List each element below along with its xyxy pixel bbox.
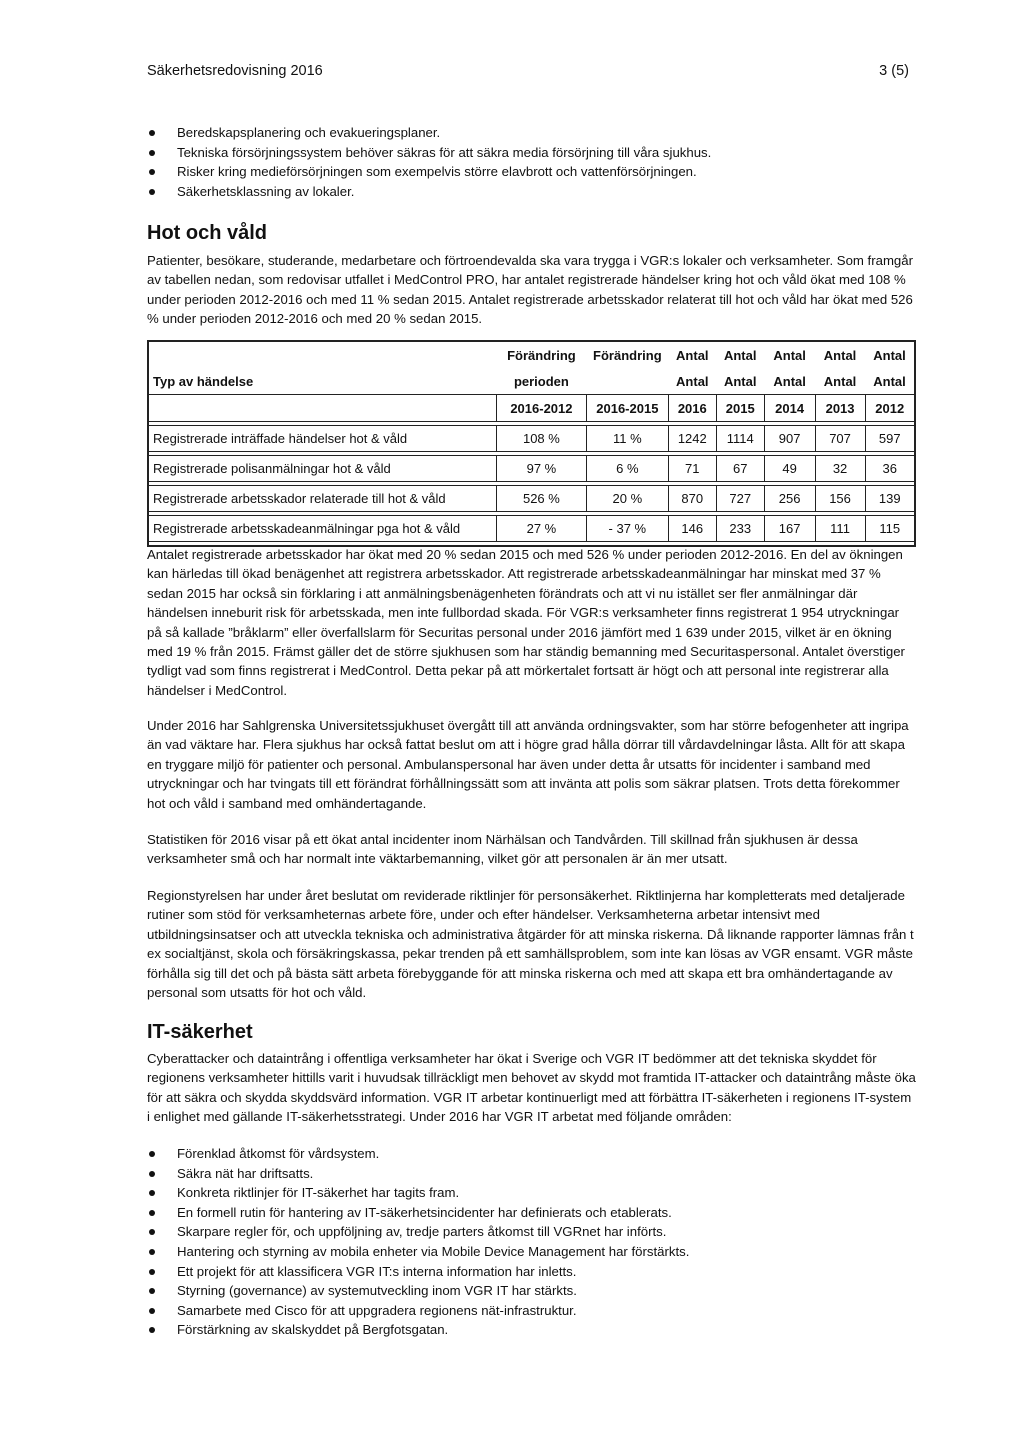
column-header: Antal	[823, 347, 857, 363]
column-header: 2016-2012	[496, 395, 586, 422]
bullet-icon	[149, 189, 155, 195]
table-cell: 71	[668, 456, 716, 482]
table-cell: 115	[865, 516, 915, 542]
list-item: Förenklad åtkomst för vårdsystem.	[147, 1144, 917, 1164]
table-cell: 727	[716, 486, 764, 512]
table-cell: 707	[815, 426, 865, 452]
list-item: Ett projekt för att klassificera VGR IT:s interna information har inletts.	[147, 1262, 917, 1282]
column-header: 2016	[668, 395, 716, 422]
bullet-icon	[149, 1171, 155, 1177]
list-item: Säkra nät har driftsatts.	[147, 1164, 917, 1184]
table-cell: 597	[865, 426, 915, 452]
table-cell: 32	[815, 456, 865, 482]
bullet-icon	[149, 169, 155, 175]
table-row	[148, 486, 915, 512]
table-cell: Registrerade polisanmälningar hot & våld	[148, 456, 496, 482]
table-row	[148, 456, 915, 482]
table-header-row	[148, 368, 915, 395]
table-cell: 111	[815, 516, 865, 542]
page-number: 3 (5)	[879, 63, 909, 79]
list-item: Samarbete med Cisco för att uppgradera regionens nät-infrastruktur.	[147, 1301, 917, 1321]
table-cell: 1114	[716, 426, 764, 452]
list-item: En formell rutin för hantering av IT-säkerhetsincidenter har definierats och etablerats.	[147, 1203, 917, 1223]
it-bullet-list	[147, 1144, 917, 1340]
table-cell: 526 %	[496, 486, 586, 512]
table-cell: 167	[764, 516, 815, 542]
table-cell: 6 %	[586, 456, 668, 482]
column-header: Antal	[773, 373, 806, 389]
table-cell: Registrerade arbetsskador relaterade till hot & våld	[148, 486, 496, 512]
column-header: Antal	[873, 347, 906, 363]
list-item: Säkerhetsklassning av lokaler.	[147, 182, 917, 202]
table-cell: 27 %	[496, 516, 586, 542]
bullet-icon	[149, 1151, 155, 1157]
table-cell: 146	[668, 516, 716, 542]
paragraph: Antalet registrerade arbetsskador har ökat med 20 % sedan 2015 och med 526 % under perioden 2012-2016. En del av ökningen kan härledas till ökad benägenhet att registrera arbetsskador. Att registrerade arbetsskadeanmälningar har minskat med 37 % sedan 2015 har också sin förklaring i att anmälningsbenägenheten förändrats och att vi nu istället ser fler anmälningar där händelsen inneburit risk för arbetsskada, men inte fullbordad skada. För VGR:s verksamheter finns registrerat 1 954 utryckningar på så kallade ”bråklarm” eller överfallslarm för Securitas personal under 2016 jämfört med 1 639 under 2015, vilket är en ökning med 19 % från 2015. Främst gäller det de större sjukhusen som har ständig bemanning med Securitaspersonal. Antalet överstiger tydligt vad som finns registrerat i MedControl. Detta pekar på att mörkertalet fortsatt är högt och att personal inte registrerar alla händelser i MedControl.	[147, 547, 905, 698]
list-item: Tekniska försörjningssystem behöver säkras för att säkra media försörjning till våra sjukhus.	[147, 143, 917, 163]
list-item: Konkreta riktlinjer för IT-säkerhet har tagits fram.	[147, 1183, 917, 1203]
list-item: Förstärkning av skalskyddet på Bergfotsgatan.	[147, 1320, 917, 1340]
paragraph: Statistiken för 2016 visar på ett ökat antal incidenter inom Närhälsan och Tandvården. Till skillnad från sjukhusen är dessa verksamheter små och har normalt inte väktarbemanning, vilket gör att personalen är än mer utsatt.	[147, 832, 858, 867]
column-header: Antal	[676, 347, 709, 363]
table-cell: 907	[764, 426, 815, 452]
table-cell: 233	[716, 516, 764, 542]
table-row	[148, 426, 915, 452]
list-item: Risker kring medieförsörjningen som exempelvis större elavbrott och vattenförsörjningen.	[147, 162, 917, 182]
section-heading-it-sakerhet: IT-säkerhet	[147, 1021, 253, 1043]
table-header-row	[148, 341, 915, 368]
table-cell: 156	[815, 486, 865, 512]
column-header: Antal	[723, 373, 757, 389]
bullet-icon	[149, 1308, 155, 1314]
table-cell: 97 %	[496, 456, 586, 482]
section-heading-hot-och-vald: Hot och våld	[147, 222, 268, 244]
incident-statistics-table	[147, 340, 916, 547]
column-header: Antal	[823, 373, 857, 389]
column-header: Antal	[873, 373, 906, 389]
bullet-icon	[149, 150, 155, 156]
column-header: Antal	[723, 347, 757, 363]
top-bullet-list	[147, 123, 917, 201]
bullet-icon	[149, 1190, 155, 1196]
column-header: 2012	[865, 395, 915, 422]
table-cell: 36	[865, 456, 915, 482]
table-cell: 139	[865, 486, 915, 512]
table-cell: 108 %	[496, 426, 586, 452]
table-cell: 20 %	[586, 486, 668, 512]
list-item: Styrning (governance) av systemutveckling inom VGR IT har stärkts.	[147, 1281, 917, 1301]
section1-intro: Patienter, besökare, studerande, medarbetare och förtroendevalda ska vara trygga i VGR:s lokaler och verksamheter. Som framgår av tabellen nedan, som redovisar utfallet i MedControl PRO, har antalet registrerade händelser kring hot och våld ökat med 108 % under perioden 2012-2016 och med 11 % sedan 2015. Antalet registrerade arbetsskador relaterat till hot och våld har ökat med 526 % under perioden 2012-2016 och med 20 % sedan 2015.	[147, 253, 913, 327]
column-header: Förändring	[593, 347, 662, 363]
column-header-type: Typ av händelse	[153, 373, 254, 389]
table-cell: 1242	[668, 426, 716, 452]
table-cell: Registrerade inträffade händelser hot & våld	[148, 426, 496, 452]
table-header-row	[148, 395, 915, 422]
bullet-icon	[149, 1249, 155, 1255]
list-item: Hantering och styrning av mobila enheter via Mobile Device Management har förstärkts.	[147, 1242, 917, 1262]
table-cell: Registrerade arbetsskadeanmälningar pga hot & våld	[148, 516, 496, 542]
bullet-icon	[149, 1327, 155, 1333]
column-header: Förändring	[507, 347, 576, 363]
page-header	[147, 63, 909, 87]
table-row	[148, 516, 915, 542]
table-cell: 11 %	[586, 426, 668, 452]
paragraph: Regionstyrelsen har under året beslutat om reviderade riktlinjer för personsäkerhet. Riktlinjerna har kompletterats med detaljerade rutiner som stöd för verksamheternas arbete före, under och efter händelser. Verksamheterna arbetar intensivt med utbildningsinsatser och att utveckla tekniska och administrativa åtgärder för att minska riskerna. Då liknande rapporter lämnas från t ex socialtjänst, skola och försäkringskassa, pekar trenden på ett samhällsproblem, som inte kan lösas av VGR ensamt. VGR måste förhålla sig till det och på bästa sätt arbeta förebyggande för att minska riskerna och med att skapa ett bra omhändertagande av personal som utsatts för hot och våld.	[147, 888, 914, 1001]
list-item: Skarpare regler för, och uppföljning av, tredje parters åtkomst till VGRnet har införts.	[147, 1222, 917, 1242]
table-cell: 870	[668, 486, 716, 512]
bullet-icon	[149, 1229, 155, 1235]
column-header: 2013	[815, 395, 865, 422]
column-header: perioden	[513, 373, 569, 389]
column-header: Antal	[676, 373, 709, 389]
column-header: 2014	[764, 395, 815, 422]
column-header: 2015	[716, 395, 764, 422]
section2-intro: Cyberattacker och dataintrång i offentliga verksamheter har ökat i Sverige och VGR IT bedömmer att det tekniska skyddet för regionens verksamheter hittills varit i huvudsak tillräckligt men behovet av skydd mot framtida IT-attacker och dataintrång måste öka för att säkra och skydda skyddsvärd information. VGR IT arbetar kontinuerligt med att förbättra IT-säkerheten i regionens IT-system i enlighet med gällande IT-säkerhetsstrategi. Under 2016 har VGR IT arbetat med följande områden:	[147, 1051, 916, 1125]
column-header: Antal	[773, 347, 806, 363]
table-cell: 49	[764, 456, 815, 482]
table-cell: 256	[764, 486, 815, 512]
document-title: Säkerhetsredovisning 2016	[147, 63, 323, 79]
table-cell: 67	[716, 456, 764, 482]
paragraph: Under 2016 har Sahlgrenska Universitetssjukhuset övergått till att använda ordningsvakter, som har större befogenheter att ingripa än vad väktare har. Flera sjukhus har också fattat beslut om att i högre grad hålla dörrar till vårdavdelningar låsta. Allt för att skapa en tryggare miljö för patienter och personal. Ambulanspersonal har även under detta år utsatts för incidenter i samband med utryckningar och har tvingats till ett förändrat förhållningssätt som att invänta att polis som säkrar platsen. Trots detta förekommer hot och våld i samband med omhändertagande.	[147, 718, 909, 811]
list-item: Beredskapsplanering och evakueringsplaner.	[147, 123, 917, 143]
bullet-icon	[149, 130, 155, 136]
column-header: 2016-2015	[586, 395, 668, 422]
table-cell: - 37 %	[586, 516, 668, 542]
bullet-icon	[149, 1288, 155, 1294]
bullet-icon	[149, 1210, 155, 1216]
bullet-icon	[149, 1269, 155, 1275]
